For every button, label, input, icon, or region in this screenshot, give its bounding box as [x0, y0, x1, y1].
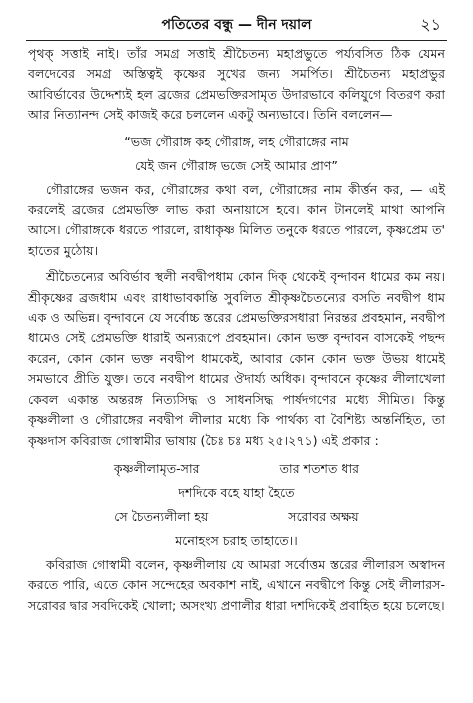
page-number: ২১: [420, 15, 441, 34]
verse-2-line-3-right: সরোবর অক্ষয়: [288, 508, 359, 524]
paragraph-1: পৃথক্ সত্তাই নাই। তাঁর সমগ্র সত্তাই শ্রীচৈতন্য মহাপ্রভুতে পর্য্যবসিত ঠিক যেমন বলদেবের সমগ্র অস্তিত্বই কৃষ্ণের সুখের জন্য সমর্পিত। শ্রীচৈতন্য মহাপ্রভুর আবির্ভাবের উদ্দেশ্যই হল ব্রজের প্রেমভক্তিরসামৃত উদারভাবে কলিযুগে বিতরণ করা আর নিত্যানন্দ সেই কাজই করে চললেন একটু অন্যভাবে। তিনি বললেন—: [28, 46, 445, 123]
paragraph-3: শ্রীচৈতন্যের অবির্ভাব স্থলী নবদ্বীপধাম কোন দিক্ থেকেই বৃন্দাবন ধামের কম নয়। শ্রীকৃষ্ণের ব্রজধাম এবং রাধাভাবকান্তি সুবলিত শ্রীকৃষ্ণচৈতন্যের বসতি নবদ্বীপ ধাম এক ও অভিন্ন। বৃন্দাবনে যে সর্বোচ্চ স্তরের প্রেমভক্তিরসধারা নিরন্তর প্রবহমান, নবদ্বীপ ধামেও সেই প্রেমভক্তি ধারাই অন্যরূপে প্রবহমান। কোন ভক্ত বৃন্দাবন বাসকেই পছন্দ করেন, কোন কোন ভক্ত নবদ্বীপ ধামকেই, আবার কোন কোন ভক্ত উভয় ধামেই সমভাবে প্রীতি যুক্ত। তবে নবদ্বীপ ধামের ঔদার্য্য অধিক। বৃন্দাবনে কৃষ্ণের লীলাখেলা কেবল একান্ত অন্তরঙ্গ নিত্যসিদ্ধ ও সাধনসিদ্ধ পার্ষদগণের মধ্যে সীমিত। কিন্তু কৃষ্ণলীলা ও গৌরাঙ্গের নবদ্বীপ লীলার মধ্যে কি পার্থক্য বা বৈশিষ্ট্য অন্তর্নিহিত, তা কৃষ্ণদাস কবিরাজ গোস্বামীর ভাষায় (চৈঃ চঃ মধ্য ২৫।২৭১) এই প্রকার :: [28, 269, 445, 448]
page-body: [28, 44, 445, 616]
verse-2-line-2: দশদিকে বহে যাহা হৈতে: [178, 484, 295, 500]
verse-1-line-1: “ভজ গৌরাঙ্গ কহ গৌরাঙ্গ, লহ গৌরাঙ্গের নাম: [124, 133, 349, 149]
verse-2-line-1-left: কৃষ্ণলীলামৃত-সার: [113, 460, 200, 476]
header-rule: [26, 40, 447, 41]
running-title: পতিতের বন্ধু — দীন দয়াল: [161, 17, 312, 33]
verse-2-line-1: [28, 457, 445, 481]
verse-2-line-4: মনোহংস চরাহ তাহাতে।।: [175, 532, 298, 548]
verse-2-line-3: [28, 505, 445, 529]
paragraph-4: কবিরাজ গোস্বামী বলেন, কৃষ্ণলীলায় যে আমরা সর্বোত্তম স্তরের লীলারস অস্বাদন করতে পারি, এতে কোন সন্দেহের অবকাশ নাই, এখানে নবদ্বীপে কিন্তু সেই লীলারস-সরোবর দ্বার সবদিকেই খোলা; অসংখ্য প্রণালীর ধারা দশদিকেই প্রবাহিত হয়ে চলেছে।: [28, 556, 445, 613]
verse-2-line-3-left: সে চৈতন্যলীলা হয়: [114, 508, 209, 524]
verse-2-line-1-right: তার শতশত ধার: [279, 460, 360, 476]
running-header: [0, 12, 473, 38]
paragraph-2: গৌরাঙ্গের ভজন কর, গৌরাঙ্গের কথা বল, গৌরাঙ্গের নাম কীর্ত্তন কর, — এই করলেই ব্রজের প্রেমভক্তি লাভ করা অনায়াসে হবে। কান টানলেই মাথা আপনি আসে। গৌরাঙ্গকে ধরতে পারলে, রাধাকৃষ্ণ মিলিত তনুকে ধরতে পারলে, কৃষ্ণপ্রেম ত' হাতের মুঠোয়।: [28, 181, 445, 258]
verse-1-line-2: যেই জন গৌরাঙ্গ ভজে সেই আমার প্রাণ”: [135, 157, 338, 173]
